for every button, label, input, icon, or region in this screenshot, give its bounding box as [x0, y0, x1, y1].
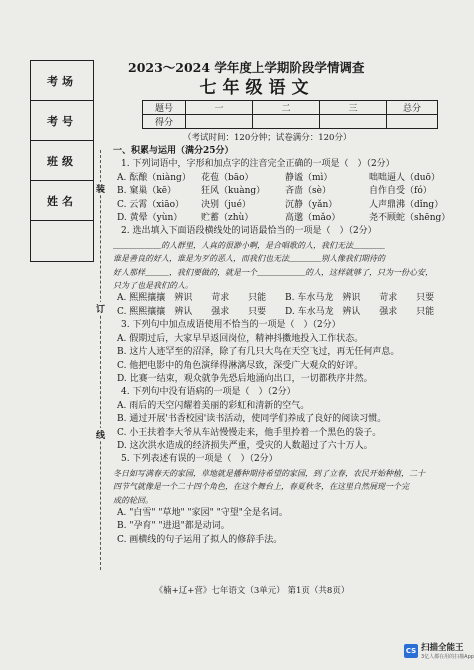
option-word: 狂风（kuàng）	[201, 186, 266, 197]
exam-info: （考试时间：120分钟；试卷满分：120分）	[183, 133, 352, 143]
option-word: C. 熙熙攘攘	[117, 306, 166, 317]
q5-option-c: C. 画横线的句子运用了拟人的修辞手法。	[117, 534, 283, 545]
exam-number-label: 考号	[31, 101, 93, 141]
option-word: 沉静（yǎn）	[285, 199, 338, 210]
option-word: 花苞（bāo）	[201, 172, 254, 183]
option-word: 只要	[248, 306, 267, 317]
watermark-subtitle: 3亿人都在用的扫描App	[421, 654, 474, 660]
option-word: D. 黄晕（yùn）	[117, 213, 183, 224]
option-word: 自作自受（fó）	[369, 186, 432, 197]
question-2: 2. 选出填入下面语段横线处的词语最恰当的一项是（ ）（2分）	[121, 226, 377, 237]
q5-option-b: B. "孕育" "进退"都是动词。	[117, 521, 230, 532]
option-word: 咄咄逼人（duō）	[369, 172, 440, 183]
watermark-name: 扫描全能王	[421, 643, 464, 653]
option-word: B. 窠巢（kē）	[117, 186, 177, 197]
score-header-cell: 题号	[143, 101, 186, 115]
exam-room-label: 考场	[31, 61, 93, 101]
q4-option-d: D. 这次洪水造成的经济损失严重，受灾的人数超过了六十万人。	[117, 440, 373, 451]
option-word: B. 车水马龙	[285, 293, 334, 304]
option-word: 人声鼎沸（dǐng）	[369, 199, 444, 210]
option-word: 辨认	[342, 306, 361, 317]
score-value-row	[143, 115, 438, 129]
option-word: 强求	[211, 306, 230, 317]
option-word: 苛求	[379, 293, 398, 304]
score-entry-cell	[387, 115, 438, 129]
score-header-cell: 总分	[387, 101, 438, 115]
q4-option-a: A. 雨后的天空闪耀着美丽的彩虹和清新的空气。	[117, 400, 310, 411]
q2-passage-line: 只为了也是我们的人。	[113, 281, 193, 291]
question-3: 3. 下列句中加点成语使用不恰当的一项是（ ）（2分）	[121, 320, 341, 331]
q3-option-a: A. 假期过后，大家早早返回岗位，精神抖擞地投入工作状态。	[117, 333, 364, 344]
question-5: 5. 下列表述有误的一项是（ ）（2分）	[121, 454, 278, 465]
score-header-cell: 三	[320, 101, 387, 115]
score-entry-cell	[186, 115, 253, 129]
option-word: A. 熙熙攘攘	[117, 293, 166, 304]
option-word: D. 车水马龙	[285, 306, 334, 317]
score-header-row	[143, 101, 438, 115]
q5-passage-line: 四节气就像是一个二十四个角色，在这个舞台上，春夏秋冬，在这里自然展现一个完	[113, 482, 409, 492]
score-entry-cell	[320, 115, 387, 129]
camscanner-logo-icon: CS	[404, 644, 418, 658]
page-footer: 《楠+辽+营》七年语文（3单元） 第1页（共8页）	[154, 586, 350, 596]
q3-option-c: C. 他把电影中的角色演绎得淋漓尽致，深受广大观众的好评。	[117, 360, 364, 371]
option-word: 苛求	[211, 293, 230, 304]
section-heading: 一、积累与运用（满分25分）	[113, 146, 234, 156]
option-word: 强求	[379, 306, 398, 317]
student-name-label: 姓名	[31, 181, 93, 221]
option-word: 决别（jué）	[201, 199, 251, 210]
option-word: 静谧（mì）	[285, 172, 333, 183]
option-word: 高邈（mǎo）	[285, 213, 341, 224]
score-header-cell: 一	[186, 101, 253, 115]
option-word: C. 云霄（xiāo）	[117, 199, 185, 210]
q5-passage-line: 成的轮回。	[113, 495, 153, 505]
binding-mark-ding: 订	[96, 302, 105, 315]
q5-option-a: A. "白雪" "草地" "家园" "守望"全是名词。	[117, 507, 288, 518]
q2-passage-line: 好人那样＿＿＿，我们要做的，就是一个＿＿＿＿＿＿的人，这样就够了，只为一份心安，	[113, 267, 433, 277]
exam-title: 2023～2024 学年度上学期阶段学情调查	[128, 60, 365, 75]
binding-line	[100, 150, 111, 570]
class-label: 班级	[31, 141, 93, 181]
binding-mark-zhuang: 装	[96, 182, 105, 195]
q3-option-b: B. 这片人迹罕至的沼泽，除了有几只大鸟在天空飞过，再无任何声息。	[117, 347, 400, 358]
question-1: 1. 下列词语中，字形和加点字的注音完全正确的一项是（ ）（2分）	[121, 159, 395, 170]
option-word: 辨认	[174, 306, 193, 317]
option-word: 只能	[416, 306, 435, 317]
q1-option-b	[113, 185, 453, 198]
scanner-watermark	[404, 641, 474, 660]
subject-title: 七年级语文	[199, 78, 315, 98]
score-label-cell: 得分	[143, 115, 186, 129]
q4-option-c: C. 小王扶着李大爷从车站慢慢走来，他手里拎着一个黑色的袋子。	[117, 427, 382, 438]
question-4: 4. 下列句中没有语病的一项是（ ）（2分）	[121, 387, 296, 398]
option-word: A. 酝酿（niàng）	[117, 172, 191, 183]
option-word: 尧不顾蛇（shēng）	[369, 213, 451, 224]
q2-options-ab	[113, 292, 453, 305]
option-word: 吝啬（sè）	[285, 186, 331, 197]
blank-cell	[31, 221, 93, 260]
score-entry-cell	[253, 115, 320, 129]
q5-passage-line: 冬日如写满春天的家园，草地就是播种期待希望的家园，到了立春，农民开始种植，二十	[113, 468, 425, 478]
option-word: 辨识	[342, 293, 361, 304]
option-word: 辨识	[174, 293, 193, 304]
q1-option-a	[113, 172, 453, 185]
q1-option-d	[113, 212, 453, 225]
option-word: 贮蓄（zhù）	[201, 213, 254, 224]
q4-option-b: B. 通过开展'书香校园'读书活动，使同学们养成了良好的阅读习惯。	[117, 414, 387, 425]
q2-options-cd	[113, 306, 453, 319]
q3-option-d: D. 比赛一结束，观众就争先恐后地涌向出口，一切都秩序井然。	[117, 373, 373, 384]
score-table	[142, 100, 438, 129]
score-header-cell: 二	[253, 101, 320, 115]
option-word: 只能	[248, 293, 267, 304]
question-content	[113, 145, 453, 547]
option-word: 只要	[416, 293, 435, 304]
q2-passage-line: ＿＿＿＿＿＿的人群里，人真的很渺小啊，是合唱歌的人，我们无法＿＿＿＿	[113, 240, 385, 250]
q2-passage-line: 谁是善良的好人，谁是为歹的恶人，而我们也无法＿＿＿＿别人像我们期待的	[113, 254, 385, 264]
binding-mark-xian: 线	[96, 428, 105, 441]
q1-option-c	[113, 199, 453, 212]
